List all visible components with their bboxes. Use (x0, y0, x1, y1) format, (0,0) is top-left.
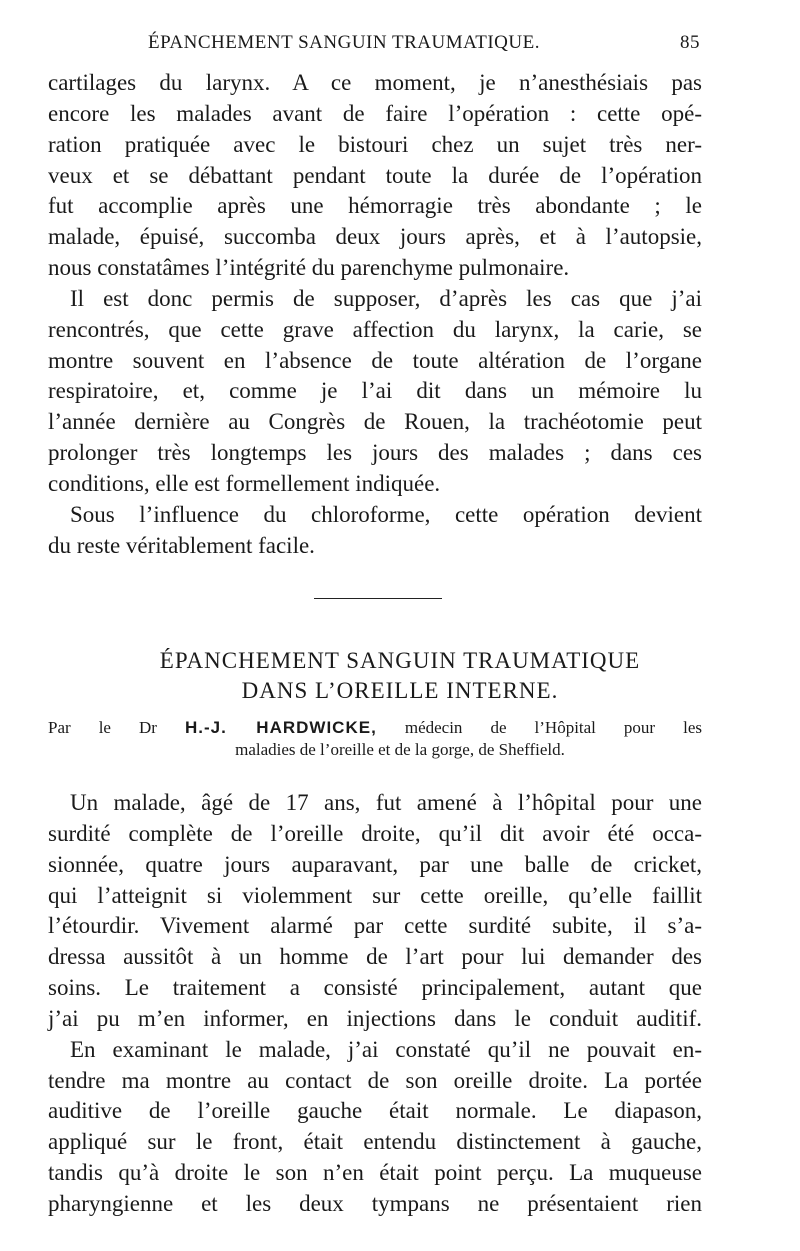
text-line: respiratoire, et, comme je l’ai dit dans un mémoire lu (48, 378, 702, 404)
byline-author: H.-J. HARDWICKE, (184, 718, 377, 737)
byline-affiliation: médecin de l’Hôpital pour les (404, 718, 703, 737)
text-line: pharyngienne et les deux tympans ne présentaient rien (48, 1190, 702, 1216)
text-line: encore les malades avant de faire l’opération : cette opé- (48, 100, 702, 126)
article-title-line-1: ÉPANCHEMENT SANGUIN TRAUMATIQUE (159, 648, 641, 673)
section-divider (314, 598, 442, 599)
text-line: surdité complète de l’oreille droite, qu’il dit avoir été occa- (48, 820, 702, 846)
text-line: Il est donc permis de supposer, d’après les cas que j’ai (70, 285, 702, 311)
text-line: l’étourdir. Vivement alarmé par cette surdité subite, il s’a- (48, 913, 702, 939)
text-line: tendre ma montre au contact de son oreille droite. La portée (48, 1067, 702, 1093)
text-line: montre souvent en l’absence de toute altération de l’organe (48, 347, 702, 373)
page-number: 85 (680, 32, 700, 53)
text-line: rencontrés, que cette grave affection du larynx, la carie, se (48, 316, 702, 342)
text-line: soins. Le traitement a consisté principalement, autant que (48, 975, 702, 1001)
article-body (48, 788, 702, 1220)
text-line: prolonger très longtemps les jours des malades ; dans ces (48, 440, 702, 466)
text-line: malade, épuisé, succomba deux jours après, et à l’autopsie, (48, 224, 702, 250)
text-line: veux et se débattant pendant toute la durée de l’opération (48, 162, 702, 188)
text-line: auditive de l’oreille gauche était normale. Le diapason, (48, 1098, 702, 1124)
text-line: sionnée, quatre jours auparavant, par une balle de cricket, (48, 851, 702, 877)
text-line: tandis qu’à droite le son n’en était point perçu. La muqueuse (48, 1160, 702, 1186)
text-line: l’année dernière au Congrès de Rouen, la trachéotomie peut (48, 409, 702, 435)
text-line: appliqué sur le front, était entendu distinctement à gauche, (48, 1129, 702, 1155)
text-line: j’ai pu m’en informer, en injections dans le conduit auditif. (48, 1005, 702, 1031)
text-line: Sous l’influence du chloroforme, cette opération devient (70, 501, 702, 527)
text-line: dressa aussitôt à un homme de l’art pour lui demander des (48, 944, 702, 970)
text-line: nous constatâmes l’intégrité du parenchyme pulmonaire. (48, 255, 570, 281)
previous-article-text (48, 68, 702, 562)
text-line: conditions, elle est formellement indiquée. (48, 470, 441, 496)
byline-affiliation-line-2: maladies de l’oreille et de la gorge, de Sheffield. (235, 740, 565, 759)
byline-prefix: Par le Dr (48, 718, 157, 737)
text-line: ration pratiquée avec le bistouri chez un sujet très ner- (48, 131, 702, 157)
text-line: cartilages du larynx. A ce moment, je n’anesthésiais pas (48, 70, 702, 95)
text-line: du reste véritablement facile. (48, 532, 315, 558)
running-head (48, 32, 700, 56)
byline (48, 718, 702, 738)
text-line: Un malade, âgé de 17 ans, fut amené à l’hôpital pour une (70, 790, 702, 815)
text-line: En examinant le malade, j’ai constaté qu’il ne pouvait en- (70, 1036, 702, 1062)
text-line: fut accomplie après une hémorragie très abondante ; le (48, 193, 702, 219)
running-title: ÉPANCHEMENT SANGUIN TRAUMATIQUE. (148, 32, 540, 53)
article-title-line-2: DANS L’OREILLE INTERNE. (241, 678, 559, 703)
text-line: qui l’atteignit si violemment sur cette oreille, qu’elle faillit (48, 882, 702, 908)
